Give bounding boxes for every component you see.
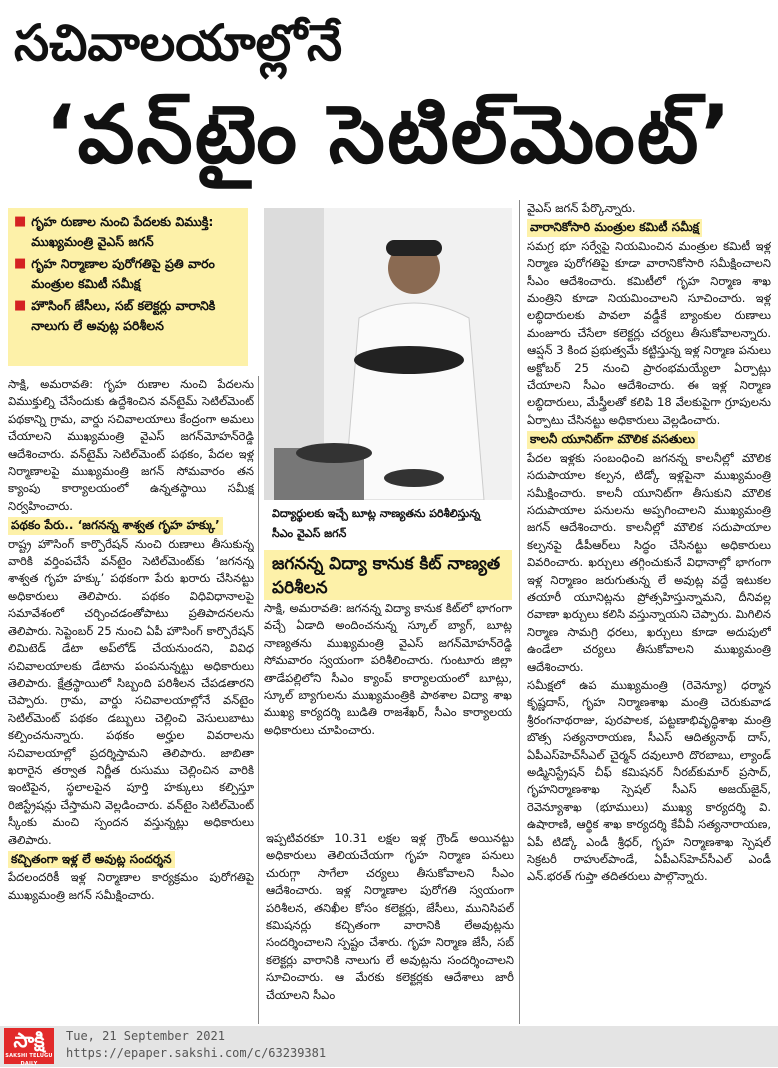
body-paragraph: వైఎస్‌ జగన్‌ పేర్కొన్నారు.	[527, 201, 636, 215]
body-paragraph: పేదల ఇళ్లకు సంబంధించి జగనన్న కాలనీల్లో మౌలిక సదుపాయాల కల్పన, టిడ్కో ఇళ్లపైనా ముఖ్యమంత్రి సమీక్షించారు. కాలనీ యూనిట్‌గా తీసుకుని మౌలిక సదుపాయాల పనులను అప్పగించాలని ముఖ్యమంత్రి జగన్‌ ఆదేశించారు. కాలనీల్లో మౌలిక సదుపాయాల కల్పనపై డీపీఆర్‌లు సిద్ధం చేసినట్టు అధికారులు వివరించారు. ఖర్చులు తగ్గించుకునే విధానాల్లో భాగంగా ఇళ్ల నిర్మాణం జరుగుతున్న లే అవుట్ల వద్దే ఇటుకల తయారీ యూనిట్లను ప్రోత్సహిస్తున్నామని, దీనివల్ల రవాణా ఖర్చులు కలిసి వస్తున్నాయని చెప్పారు. మిగిలిన నిర్మాణ సామగ్రి ధరలు, ఖర్చులు కూడా అదుపులో ఉండేలా చర్యలు తీసుకోవాలని ముఖ్యమంత్రి ఆదేశించారు.	[527, 450, 771, 674]
sidebar-headline: జగనన్న విద్యా కానుక కిట్‌ నాణ్యత పరిశీలన	[264, 550, 512, 600]
subheading: కాలనీ యూనిట్‌గా మౌలిక వసతులు	[527, 431, 698, 448]
subheading: పథకం పేరు.. ‘జగనన్న శాశ్వత గృహ హక్కు’	[8, 517, 223, 534]
body-paragraph: పేదలందరికీ ఇళ్ల నిర్మాణాల కార్యక్రమం పురోగతిపై ముఖ్యమంత్రి జగన్‌ సమీక్షించారు.	[8, 870, 254, 902]
body-paragraph: ఇప్పటివరకూ 10.31 లక్షల ఇళ్ల గ్రౌండ్‌ అయినట్టు అధికారులు తెలియచేయగా గృహ నిర్మాణ పనులు చురుగ్గా సాగేలా చర్యలు తీసుకోవాలని సీఎం ఆదేశించారు. ఇళ్ల నిర్మాణాల పురోగతి స్వయంగా పరిశీలన, తనిఖీల కోసం కలెక్టర్లు, జేసీలు, మునిసిపల్‌ కమిషనర్లు కచ్చితంగా వారానికి లేఅవుట్లను సందర్శించాలని స్పష్టం చేశారు. గృహ నిర్మాణ జేసీ, సబ్‌ కలెక్టర్లు వారానికి నాలుగు లే అవుట్లను సందర్శించాలని సూచించారు. ఆ మేరకు కలెక్టర్లకు ఆదేశాలు జారీ చేయాలని సీఎం	[266, 831, 514, 1002]
kicker-title: సచివాలయాల్లోనే	[14, 14, 343, 72]
body-paragraph: సాక్షి, అమరావతి: గృహ రుణాల నుంచి పేదలను విముక్తుల్ని చేసేందుకు ఉద్దేశించిన వన్‌టైమ్‌ సెటిల్‌మెంట్‌ పథకాన్ని గ్రామ, వార్డు సచివాలయాలు కేంద్రంగా అమలు చేయాలని ముఖ్యమంత్రి వైఎస్‌ జగన్‌మోహన్‌రెడ్డి ఆదేశించారు. వన్‌టైమ్‌ సెటిల్‌మెంట్‌ పథకం, పేదల ఇళ్ల నిర్మాణాలపై ముఖ్యమంత్రి జగన్‌ సోమవారం తన క్యాంపు కార్యాలయంలో ఉన్నతస్థాయి సమీక్ష నిర్వహించారు.	[8, 377, 254, 513]
article-column-3	[527, 200, 771, 1026]
photo-caption: విద్యార్థులకు ఇచ్చే బూట్ల నాణ్యతను పరిశీలిస్తున్న సీఎం వైఎస్‌ జగన్‌	[272, 507, 481, 540]
column-divider	[519, 200, 520, 1024]
footer-date: Tue, 21 September 2021	[66, 1029, 225, 1043]
highlight-item: ■ హౌసింగ్‌ జేసీలు, సబ్‌ కలెక్టర్లు వారానికి నాలుగు లే అవుట్ల పరిశీలన	[14, 298, 216, 333]
highlight-item: ■ గృహ రుణాల నుంచి పేదలకు విముక్తి: ముఖ్యమంత్రి వైఎస్‌ జగన్‌	[14, 214, 214, 249]
subheading: కచ్చితంగా ఇళ్ల లే అవుట్ల సందర్శన	[8, 851, 175, 868]
highlight-item: ■ గృహ నిర్మాణాల పురోగతిపై ప్రతి వారం మంత్రుల కమిటీ సమీక్ష	[14, 256, 215, 291]
body-paragraph: సమగ్ర భూ సర్వేపై నియమించిన మంత్రుల కమిటీ ఇళ్ల నిర్మాణ పురోగతిపై కూడా వారానికోసారి సమీక్షించాలని సీఎం ఆదేశించారు. కమిటీలో గృహ నిర్మాణ శాఖ మంత్రిని కూడా నియమించాలని సూచించారు. ఇళ్ల లబ్ధిదారులకు పావలా వడ్డీకే బ్యాంకుల రుణాలు మంజూరు చేసేలా కలెక్టర్లు చర్యలు తీసుకోవాలన్నారు. ఆప్షన్‌ 3 కింద ప్రభుత్వమే కట్టిస్తున్న ఇళ్ల నిర్మాణ పనులు అక్టోబర్‌ 25 నుంచి ప్రారంభమయ్యేలా ఏర్పాట్లు చేయాలని సీఎం ఆదేశించారు. ఈ ఇళ్ల నిర్మాణ లబ్ధిదారులు, మేస్త్రీలతో కలిపి 18 వేలకుపైగా గ్రూపులను ఏర్పాటు చేసినట్టు అధికారులు వెల్లడించారు.	[527, 238, 771, 427]
article-column-1	[8, 376, 254, 1046]
headline: ‘వన్‌టైం సెటిల్‌మెంట్‌’	[45, 88, 733, 181]
column-divider	[258, 376, 259, 1024]
body-paragraph: సాక్షి, అమరావతి: జగనన్న విద్యా కానుక కిట్‌లో భాగంగా వచ్చే ఏడాది అందించనున్న స్కూల్‌ బ్యాగ్, బూట్ల నాణ్యతను ముఖ్యమంత్రి వైఎస్‌ జగన్‌మోహన్‌రెడ్డి సోమవారం స్వయంగా పరిశీలించారు. గుంటూరు జిల్లా తాడేపల్లిలోని సీఎం క్యాంప్‌ కార్యాలయంలో బూట్లు, స్కూల్‌ బ్యాగులను ముఖ్యమంత్రికి పాఠశాల విద్యా శాఖ ముఖ్య కార్యదర్శి బుడితి రాజశేఖర్, సీఎం కార్యాలయ అధికారులు చూపించారు.	[264, 601, 512, 737]
bullet-square-icon: ■	[14, 298, 27, 313]
highlights-box	[8, 208, 248, 366]
footer-url[interactable]: https://epaper.sakshi.com/c/63239381	[66, 1046, 327, 1060]
sakshi-logo: సాక్షి SAKSHI TELUGU DAILY	[5, 1028, 53, 1067]
subheading: వారానికోసారి మంత్రుల కమిటీ సమీక్ష	[527, 219, 702, 236]
body-paragraph: రాష్ట్ర హౌసింగ్‌ కార్పొరేషన్‌ నుంచి రుణాలు తీసుకున్న వారికి వర్తింపచేసే వన్‌టైం సెటిల్‌మెంట్‌కు ‘జగనన్న శాశ్వత గృహ హక్కు’ పథకంగా పేరు ఖరారు చేసినట్టు అధికారులు తెలిపారు. పథకం విధివిధానాలపై సమావేశంలో చర్చించడంతోపాటు ప్రతిపాదనలను తెలిపారు. సెప్టెంబర్‌ 25 నుంచి ఏపీ హౌసింగ్‌ కార్పొరేషన్‌ లిమిటెడ్‌ డేటా అప్‌లోడ్‌ చేయనుందని, వివిధ సచివాలయాలకు డేటాను పంపనున్నట్టు అధికారులు తెలిపారు. క్షేత్రస్థాయిలో సిబ్బంది పరిశీలన చేపడతారని చెప్పారు. గ్రామ, వార్డు సచివాలయాల్లోనే వన్‌టైం సెటిల్‌మెంట్‌ పథకం డబ్బులు చెల్లించి వెసులుబాటు కల్పించనున్నారు. పథకం అర్హుల వివరాలను సచివాలయాల్లో ప్రదర్శిస్తామని తెలిపారు. జాబితా ఖరారైన తర్వాత నిర్ణీత రుసుము చెల్లించిన వారికి ఇంటిపైన, స్థలాలపైన పూర్తి హక్కులు కల్పిస్తూ రిజిస్ట్రేషన్లు చేస్తామని వెల్లడించారు. వన్‌టైం సెటిల్‌మెంట్‌ స్కీంకు మంచి స్పందన వస్తున్నట్లు అధికారులు తెలిపారు.	[8, 536, 254, 847]
article-column-2	[266, 830, 514, 1040]
cm-photo	[264, 208, 512, 500]
bullet-square-icon: ■	[14, 256, 27, 271]
body-paragraph: సమీక్షలో ఉప ముఖ్యమంత్రి (రెవెన్యూ) ధర్మాన కృష్ణదాస్, గృహ నిర్మాణశాఖ మంత్రి చెరుకువాడ శ్రీరంగనాథరాజు, పురపాలక, పట్టణాభివృద్ధిశాఖ మంత్రి బొత్స సత్యనారాయణ, సీఎస్‌ ఆదిత్యనాథ్‌ దాస్, ఏపీఎస్‌హెచ్‌సీఎల్‌ చైర్మన్‌ దవులూరి దొరబాబు, ల్యాండ్‌ అడ్మినిస్ట్రేషన్‌ చీఫ్‌ కమిషనర్‌ నీరబ్‌కుమార్‌ ప్రసాద్, గృహనిర్మాణశాఖ స్పెషల్‌ సీఎస్‌ అజయ్‌జైన్, రెవెన్యూశాఖ (భూములు) ముఖ్య కార్యదర్శి వి. ఉషారాణి, ఆర్థిక శాఖ కార్యదర్శి కేవీవీ సత్యనారాయణ, ఏపీ టిడ్కో ఎండీ శ్రీధర్, గృహ నిర్మాణశాఖ స్పెషల్‌ సెక్రటరీ రాహుల్‌పాండే, ఏపీఎస్‌హెచ్‌సీఎల్‌ ఎండీ ఎన్‌.భరత్‌ గుప్తా తదితరులు పాల్గొన్నారు.	[527, 677, 771, 884]
bullet-square-icon: ■	[14, 214, 27, 229]
sidebar-body	[264, 600, 512, 830]
